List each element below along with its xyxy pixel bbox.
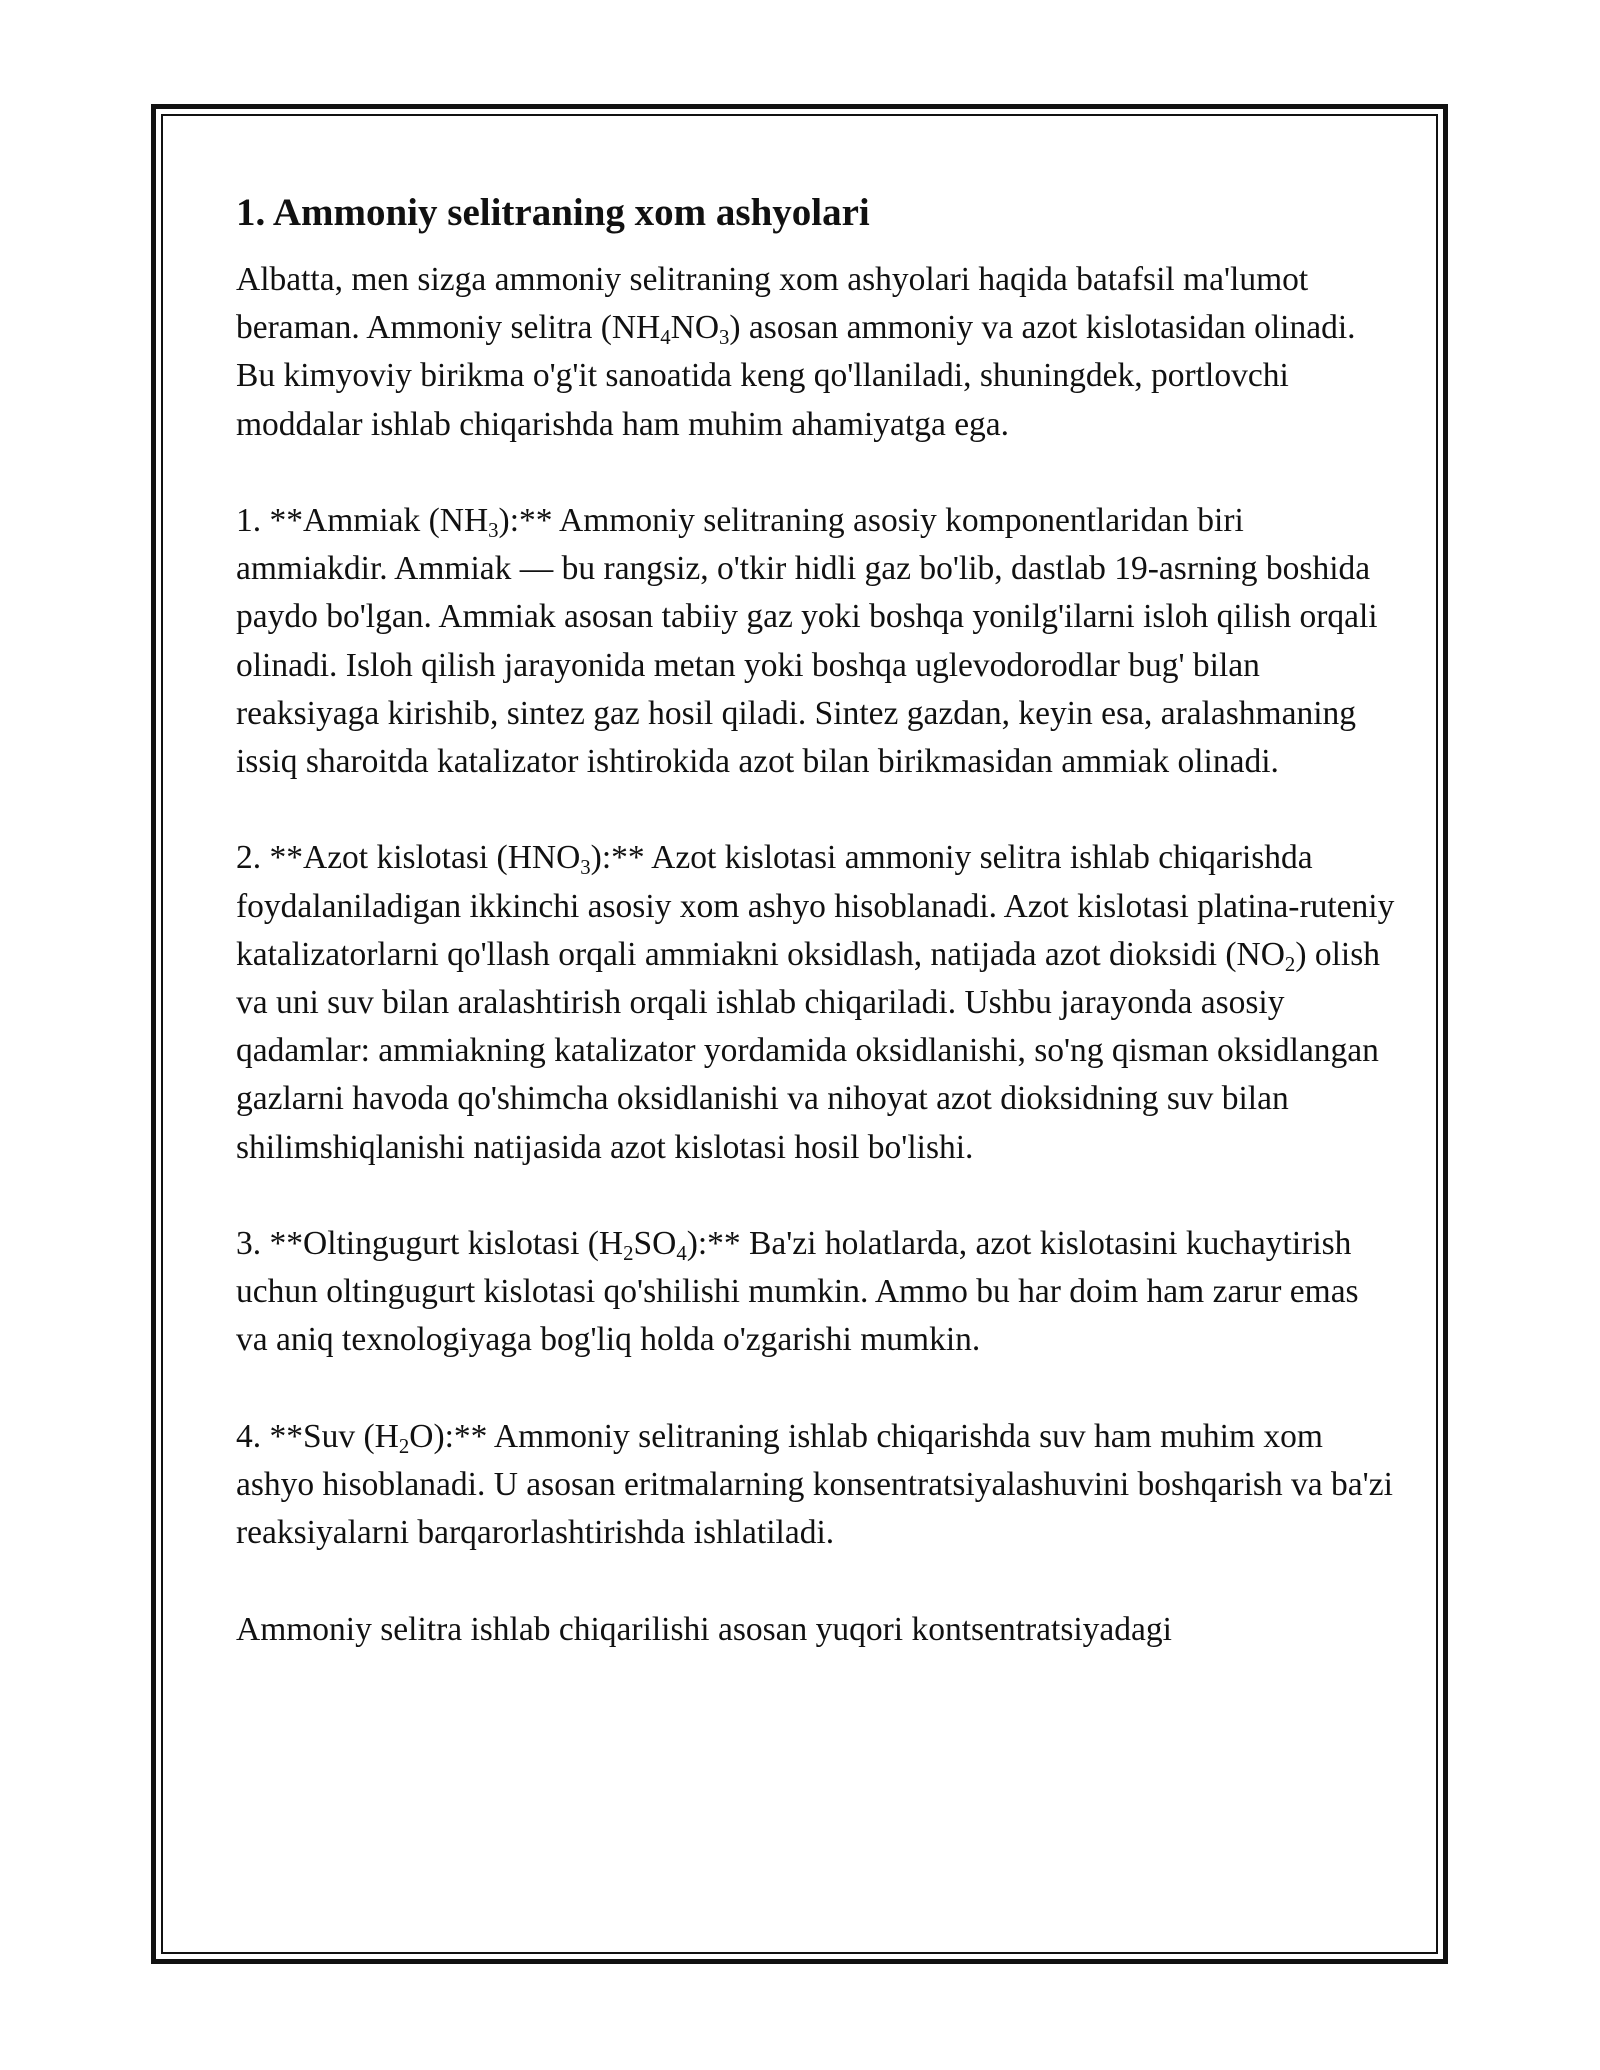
- intro-subscript-1: 4: [660, 326, 671, 350]
- list-item-ammiak: [236, 497, 1396, 786]
- section-heading: 1. Ammoniy selitraning xom ashyolari: [236, 191, 870, 234]
- intro-subscript-2: 3: [719, 326, 730, 350]
- intro-text-2: NO: [670, 309, 720, 347]
- item1-text-1: 1. **Ammiak (NH: [236, 502, 489, 539]
- item4-text-1: 4. **Suv (H: [236, 1417, 399, 1455]
- item4-text-2: O):** Ammoniy selitraning ishlab chiqarishda suv ham muhim xom ashyo hisoblanadi. U asosan eritmalarning konsentratsiyalashuvini boshqarish va ba'zi reaksiyalarni barqarorlashtirishda ishlatiladi.: [236, 1417, 1393, 1552]
- intro-paragraph: [236, 256, 1396, 449]
- item2-text-3: ) olish va uni suv bilan aralashtirish orqali ishlab chiqariladi. Ushbu jarayonda asosiy qadamlar: ammiakning katalizator yordamida oksidlanishi, so'ng qisman oksidlangan gazlarni havoda qo'shimcha oksidlanishi va nihoyat azot dioksidning suv bilan shilimshiqlanishi natijasida azot kislotasi hosil bo'lishi.: [236, 935, 1380, 1166]
- list-item-suv: [236, 1413, 1396, 1558]
- item3-text-1: 3. **Oltingugurt kislotasi (H: [236, 1225, 624, 1263]
- closing-paragraph: Ammoniy selitra ishlab chiqarilishi asosan yuqori kontsentratsiyadagi: [236, 1610, 1172, 1648]
- item3-text-2: SO: [633, 1225, 677, 1263]
- item3-subscript-2: 4: [676, 1241, 687, 1265]
- intro-text-3: ) asosan ammoniy va azot kislotasidan olinadi. Bu kimyoviy birikma o'g'it sanoatida keng qo'llaniladi, shuningdek, portlovchi moddalar ishlab chiqarishda ham muhim ahamiyatga ega.: [236, 309, 1356, 443]
- list-item-azot-kislotasi: [236, 834, 1396, 1171]
- item2-subscript-2: 2: [1284, 952, 1296, 976]
- list-item-oltingugurt-kislotasi: [236, 1220, 1396, 1365]
- item4-subscript-1: 2: [398, 1434, 410, 1458]
- item1-subscript-1: 3: [488, 518, 499, 542]
- document-body: [236, 184, 1396, 1702]
- item2-text-2: ):** Azot kislotasi ammoniy selitra ishlab chiqarishda foydalaniladigan ikkinchi asosiy xom ashyo hisoblanadi. Azot kislotasi platina-ruteniy katalizatorlarni qo'llash orqali ammiakni oksidlash, natijada azot dioksidi (NO: [236, 839, 1395, 973]
- item3-text-3: ):** Ba'zi holatlarda, azot kislotasini kuchaytirish uchun oltingugurt kislotasi qo'shilishi mumkin. Ammo bu har doim ham zarur emas va aniq texnologiyaga bog'liq holda o'zgarishi mumkin.: [236, 1225, 1359, 1359]
- intro-text-1: Albatta, men sizga ammoniy selitraning xom ashyolari haqida batafsil ma'lumot beraman. Ammoniy selitra (NH: [236, 261, 1309, 347]
- item2-subscript-1: 3: [580, 856, 591, 880]
- item3-subscript-1: 2: [623, 1241, 634, 1265]
- item1-text-2: ):** Ammoniy selitraning asosiy komponentlaridan biri ammiakdir. Ammiak — bu rangsiz, o'tkir hidli gaz bo'lib, dastlab 19-asrning boshida paydo bo'lgan. Ammiak asosan tabiiy gaz yoki boshqa yonilg'ilarni isloh qilish orqali olinadi. Isloh qilish jarayonida metan yoki boshqa uglevodorodlar bug' bilan reaksiyaga kirishib, sintez gaz hosil qiladi. Sintez gazdan, keyin esa, aralashmaning issiq sharoitda katalizator ishtirokida azot bilan birikmasidan ammiak olinadi.: [236, 502, 1378, 781]
- item2-text-1: 2. **Azot kislotasi (HNO: [236, 839, 581, 877]
